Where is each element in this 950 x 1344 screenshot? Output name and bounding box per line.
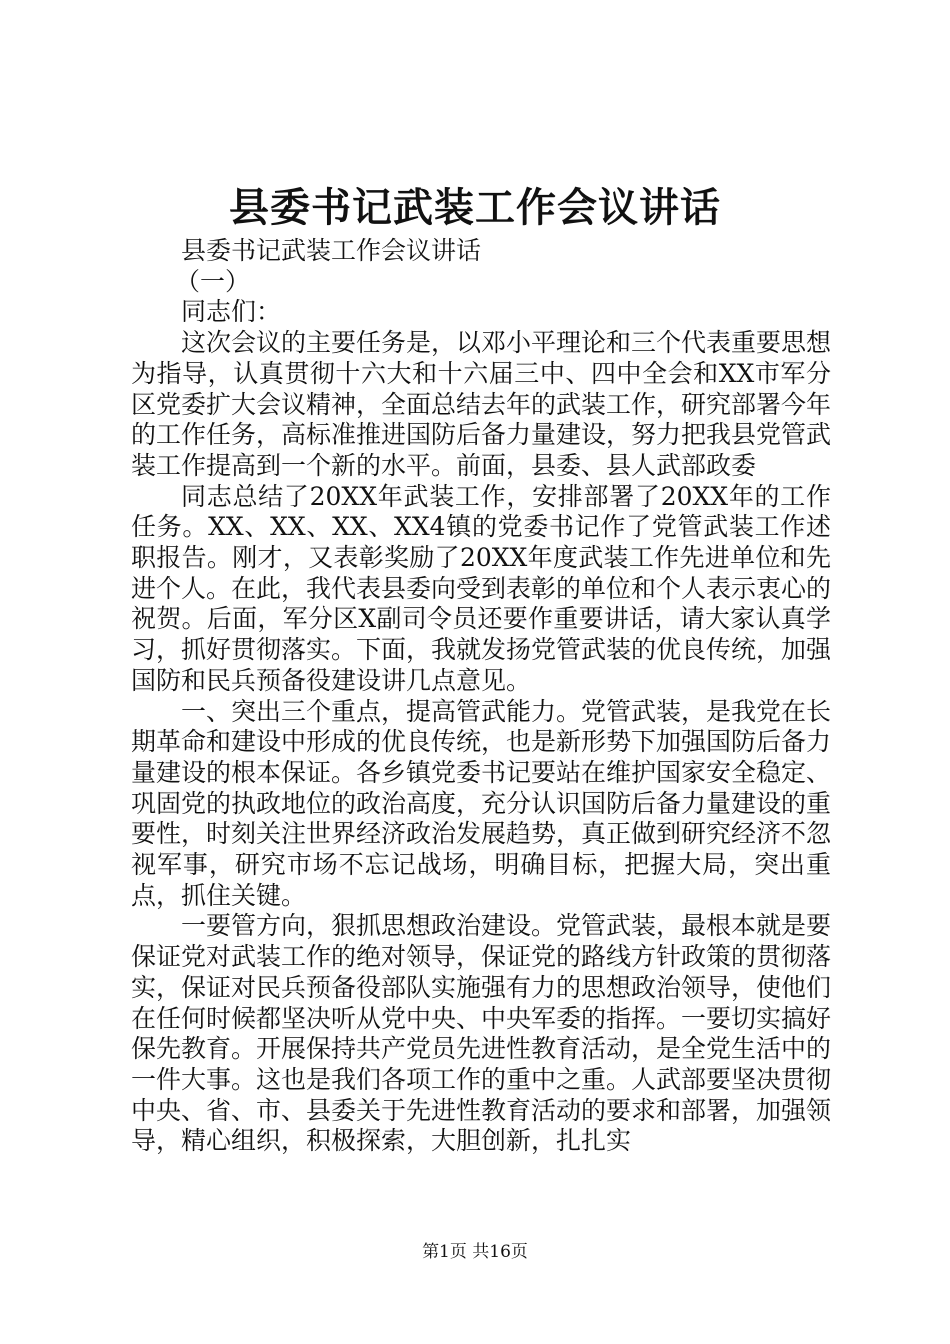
- document-title: 县委书记武装工作会议讲话: [229, 184, 721, 231]
- paragraph: 一要管方向，狠抓思想政治建设。党管武装，最根本就是要保证党对武装工作的绝对领导，保证党的路线方针政策的贯彻落实，保证对民兵预备役部队实施强有力的思想政治领导，使他们在任何时候都坚决听从党中央、中央军委的指挥。一要切实搞好保先教育。开展保持共产党员先进性教育活动，是全党生活中的一件大事。这也是我们各项工作的重中之重。人武部要坚决贯彻中央、省、市、县委关于先进性教育活动的要求和部署，加强领导，精心组织，积极探索，大胆创新，扎扎实: [131, 911, 832, 1156]
- document-subtitle: 县委书记武装工作会议讲话: [181, 236, 482, 265]
- paragraph: 同志总结了20XX年武装工作，安排部署了20XX年的工作任务。XX、XX、XX、XX4镇的党委书记作了党管武装工作述职报告。刚才，又表彰奖励了20XX年度武装工作先进单位和先进个人。在此，我代表县委向受到表彰的单位和个人表示衷心的祝贺。后面，军分区X副司令员还要作重要讲话，请大家认真学习，抓好贯彻落实。下面，我就发扬党管武装的优良传统，加强国防和民兵预备役建设讲几点意见。: [131, 481, 832, 695]
- paragraph: 一、突出三个重点，提高管武能力。党管武装，是我党在长期革命和建设中形成的优良传统，也是新形势下加强国防后备力量建设的根本保证。各乡镇党委书记要站在维护国家安全稳定、巩固党的执政地位的政治高度，充分认识国防后备力量建设的重要性，时刻关注世界经济政治发展趋势，真正做到研究经济不忽视军事，研究市场不忘记战场，明确目标，把握大局，突出重点，抓住关键。: [131, 696, 832, 910]
- paragraph: 这次会议的主要任务是，以邓小平理论和三个代表重要思想为指导，认真贯彻十六大和十六届三中、四中全会和XX市军分区党委扩大会议精神，全面总结去年的武装工作，研究部署今年的工作任务，高标准推进国防后备力量建设，努力把我县党管武装工作提高到一个新的水平。前面，县委、县人武部政委: [131, 328, 832, 480]
- section-mark: （一）: [175, 266, 251, 296]
- document-body: [131, 236, 831, 1157]
- page-footer: 第1页 共16页: [422, 1242, 528, 1262]
- salutation: 同志们：: [181, 297, 282, 327]
